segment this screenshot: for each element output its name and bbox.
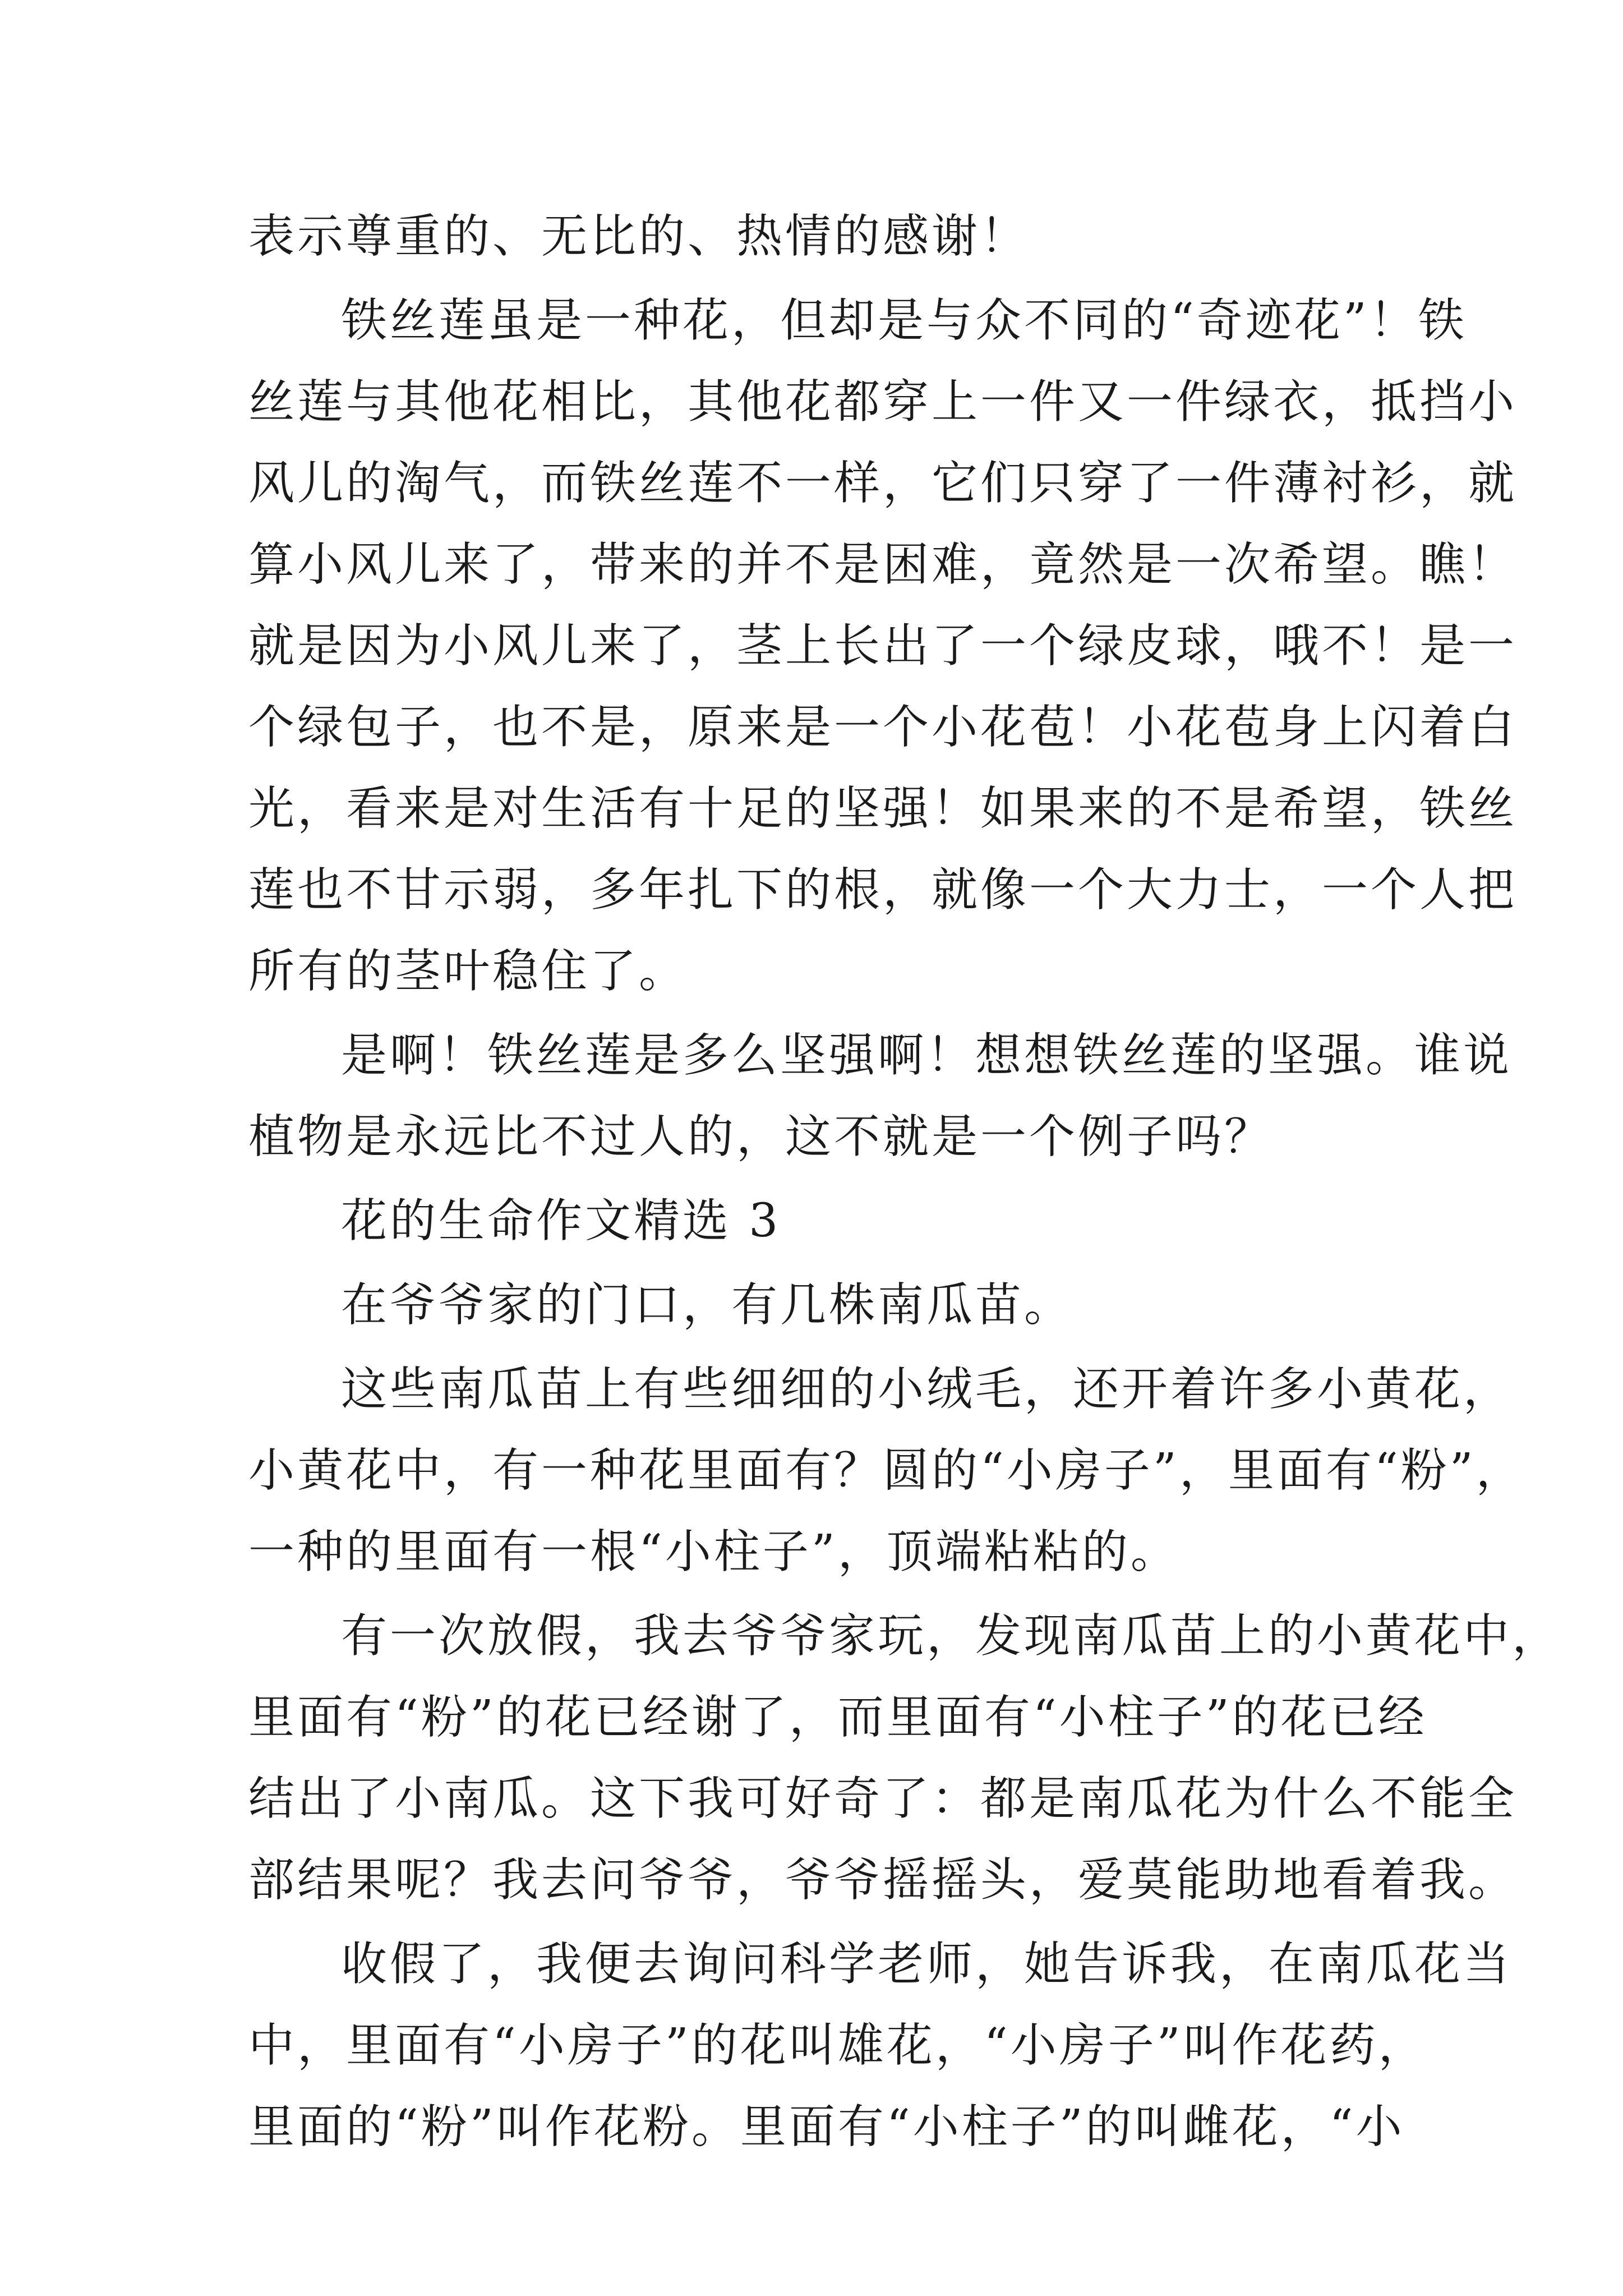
paragraph-start-line: 收假了，我便去询问科学老师，她告诉我，在南瓜花当 (341, 1938, 1513, 1991)
text-line: 算小风儿来了，带来的并不是困难，竟然是一次希望。瞧！ (248, 538, 1518, 591)
section-heading: 花的生命作文精选 3 (341, 1194, 781, 1248)
text-line: 风儿的淘气，而铁丝莲不一样，它们只穿了一件薄衬衫，就 (248, 457, 1518, 510)
paragraph-start-line: 在爷爷家的门口，有几株南瓜苗。 (341, 1278, 1073, 1332)
text-line: 丝莲与其他花相比，其他花都穿上一件又一件绿衣，抵挡小 (248, 375, 1518, 429)
paragraph-start-line: 铁丝莲虽是一种花，但却是与众不同的“奇迹花”！铁 (341, 294, 1467, 347)
text-line: 结出了小南瓜。这下我可好奇了：都是南瓜花为什么不能全 (248, 1772, 1518, 1825)
text-line: 莲也不甘示弱，多年扎下的根，就像一个大力士，一个人把 (248, 863, 1518, 917)
text-line: 中，里面有“小房子”的花叫雄花，“小房子”叫作花药， (248, 2019, 1427, 2072)
text-line: 里面有“粉”的花已经谢了，而里面有“小柱子”的花已经 (248, 1691, 1427, 1744)
paragraph-start-line: 有一次放假，我去爷爷家玩，发现南瓜苗上的小黄花中， (341, 1609, 1561, 1663)
text-line: 小黄花中，有一种花里面有？圆的“小房子”，里面有“粉”， (248, 1444, 1525, 1497)
text-line: 里面的“粉”叫作花粉。里面有“小柱子”的叫雌花，“小 (248, 2100, 1405, 2154)
text-line: 部结果呢？我去问爷爷，爷爷摇摇头，爱莫能助地看着我。 (248, 1853, 1518, 1907)
paragraph-start-line: 是啊！铁丝莲是多么坚强啊！想想铁丝莲的坚强。谁说 (341, 1029, 1513, 1082)
text-line: 光，看来是对生活有十足的坚强！如果来的不是希望，铁丝 (248, 782, 1518, 835)
text-line: 个绿包子，也不是，原来是一个小花苞！小花苞身上闪着白 (248, 701, 1518, 754)
text-line: 植物是永远比不过人的，这不就是一个例子吗？ (248, 1110, 1274, 1163)
text-line: 就是因为小风儿来了，茎上长出了一个绿皮球，哦不！是一 (248, 619, 1518, 673)
text-line: 一种的里面有一根“小柱子”，顶端粘粘的。 (248, 1525, 1179, 1579)
text-line: 所有的茎叶稳住了。 (248, 945, 688, 998)
paragraph-start-line: 这些南瓜苗上有些细细的小绒毛，还开着许多小黄花， (341, 1363, 1513, 1416)
text-line: 表示尊重的、无比的、热情的感谢！ (248, 210, 1030, 263)
